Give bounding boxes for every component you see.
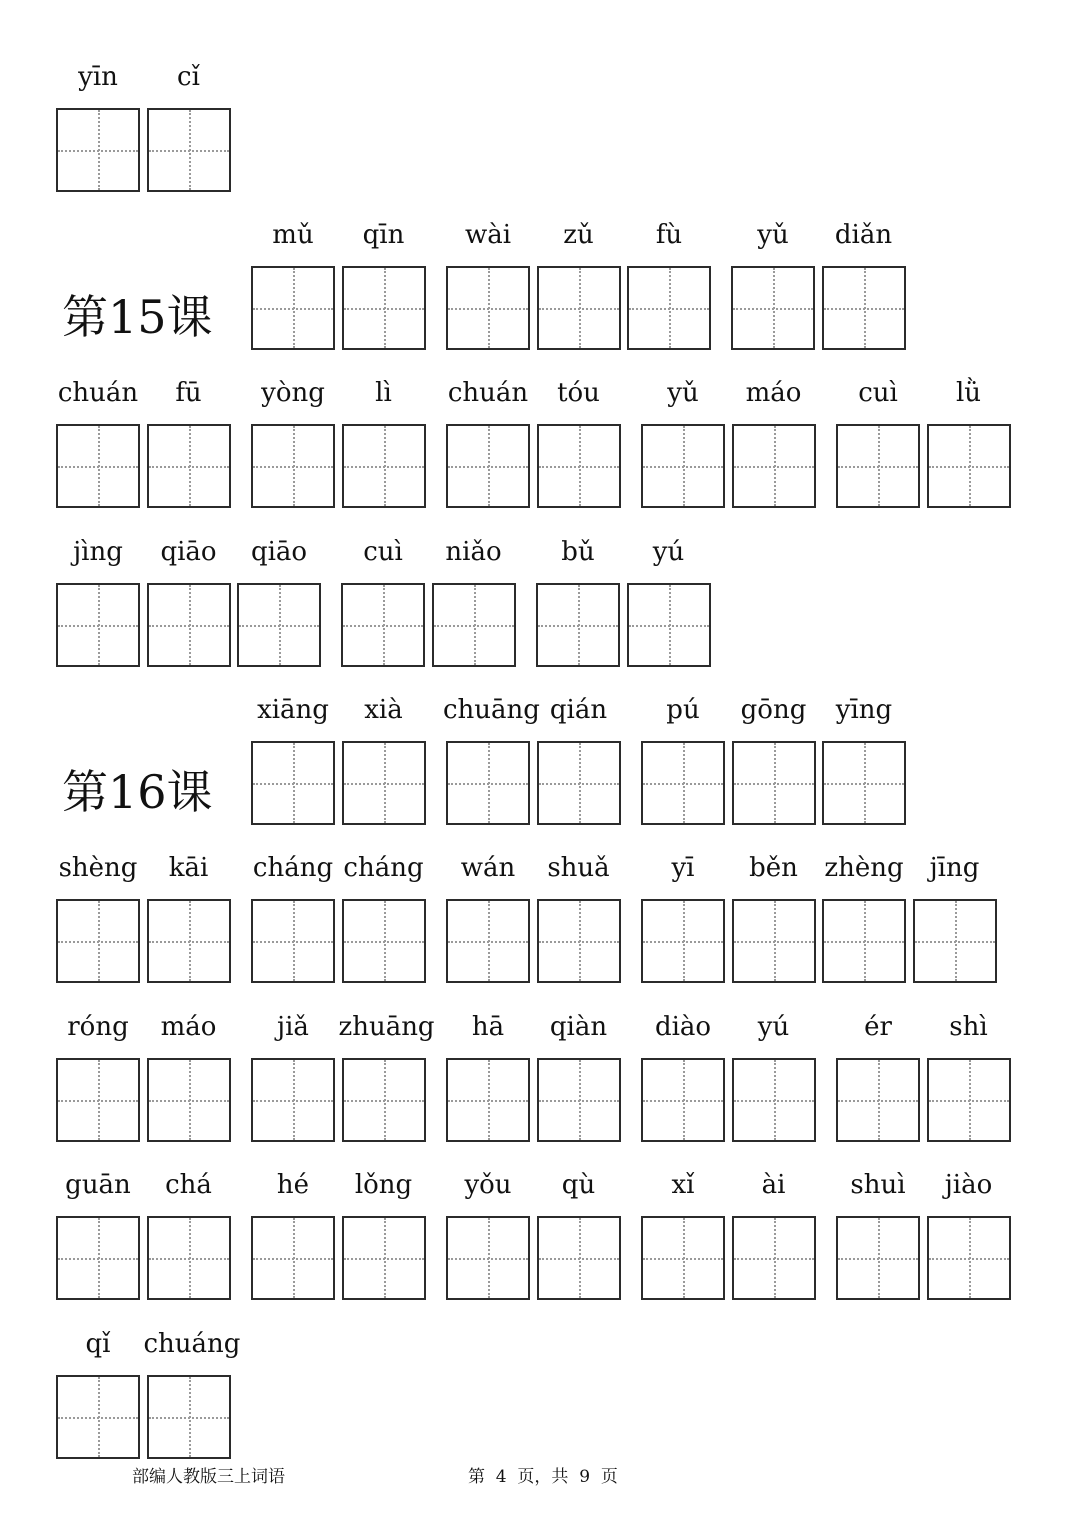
pinyin-label: qīn — [362, 220, 405, 250]
writing-cell[interactable] — [732, 424, 816, 508]
writing-cell[interactable] — [537, 1216, 621, 1300]
pinyin-label: lì — [375, 378, 392, 408]
writing-cell[interactable] — [732, 1058, 816, 1142]
pinyin-label: zǔ — [563, 220, 594, 250]
word-row — [0, 1006, 1080, 1156]
pinyin-label: jìng — [73, 537, 123, 567]
pinyin-label: jiào — [944, 1170, 993, 1200]
pinyin-label: qiàn — [549, 1012, 608, 1042]
writing-cell[interactable] — [732, 899, 816, 983]
pinyin-label: shì — [949, 1012, 988, 1042]
writing-cell[interactable] — [251, 266, 335, 350]
writing-cell[interactable] — [536, 583, 620, 667]
pinyin-label: xiāng — [257, 695, 329, 725]
writing-cell[interactable] — [537, 741, 621, 825]
writing-cell[interactable] — [641, 741, 725, 825]
word-row — [0, 372, 1080, 522]
pinyin-label: shuǎ — [547, 853, 610, 883]
pinyin-label: yú — [757, 1012, 790, 1042]
writing-cell[interactable] — [446, 741, 530, 825]
writing-cell[interactable] — [731, 266, 815, 350]
writing-cell[interactable] — [836, 424, 920, 508]
word-row — [0, 1164, 1080, 1314]
pinyin-label: yī — [671, 853, 695, 883]
word-row — [0, 689, 1080, 839]
footer-book-title: 部编人教版三上词语 — [132, 1467, 285, 1487]
writing-cell[interactable] — [822, 899, 906, 983]
word-row — [0, 847, 1080, 997]
writing-cell[interactable] — [641, 1058, 725, 1142]
pinyin-label: guān — [65, 1170, 131, 1200]
writing-cell[interactable] — [732, 1216, 816, 1300]
writing-cell[interactable] — [641, 1216, 725, 1300]
pinyin-label: cuì — [858, 378, 898, 408]
word-row — [0, 1323, 1080, 1473]
pinyin-label: qián — [549, 695, 608, 725]
pinyin-label: shèng — [58, 853, 138, 883]
pinyin-label: cǐ — [177, 62, 200, 92]
writing-cell[interactable] — [537, 899, 621, 983]
pinyin-label: yǔ — [667, 378, 699, 408]
writing-cell[interactable] — [56, 1375, 140, 1459]
writing-cell[interactable] — [251, 1216, 335, 1300]
pinyin-label: máo — [745, 378, 802, 408]
pinyin-label: zhuāng — [338, 1012, 435, 1042]
pinyin-label: fù — [655, 220, 683, 250]
writing-cell[interactable] — [251, 424, 335, 508]
writing-cell[interactable] — [446, 266, 530, 350]
pinyin-label: jiǎ — [277, 1012, 309, 1042]
writing-cell[interactable] — [342, 899, 426, 983]
writing-cell[interactable] — [627, 266, 711, 350]
lesson-title: 第16课 — [62, 765, 213, 819]
writing-cell[interactable] — [56, 1058, 140, 1142]
writing-cell[interactable] — [147, 1058, 231, 1142]
writing-cell[interactable] — [836, 1058, 920, 1142]
pinyin-label: chá — [165, 1170, 212, 1200]
pinyin-label: diào — [654, 1012, 712, 1042]
pinyin-label: róng — [67, 1012, 129, 1042]
writing-cell[interactable] — [446, 899, 530, 983]
writing-cell[interactable] — [251, 741, 335, 825]
pinyin-label: yòng — [261, 378, 325, 408]
pinyin-label: pú — [666, 695, 700, 725]
pinyin-label: lǒng — [354, 1170, 413, 1200]
writing-cell[interactable] — [147, 1216, 231, 1300]
pinyin-label: xià — [364, 695, 403, 725]
pinyin-label: wán — [460, 853, 516, 883]
pinyin-label: fū — [175, 378, 202, 408]
word-row — [0, 531, 1080, 681]
pinyin-label: qǐ — [85, 1329, 111, 1359]
pinyin-label: cuì — [363, 537, 403, 567]
pinyin-label: bǔ — [561, 537, 595, 567]
writing-cell[interactable] — [537, 266, 621, 350]
lesson-title: 第15课 — [62, 290, 213, 344]
pinyin-label: qù — [561, 1170, 596, 1200]
writing-cell[interactable] — [927, 424, 1011, 508]
writing-cell[interactable] — [56, 424, 140, 508]
pinyin-label: zhèng — [824, 853, 904, 883]
writing-cell[interactable] — [627, 583, 711, 667]
pinyin-label: yǒu — [464, 1170, 512, 1200]
writing-cell[interactable] — [56, 1216, 140, 1300]
writing-cell[interactable] — [641, 899, 725, 983]
writing-cell[interactable] — [432, 583, 516, 667]
pinyin-label: shuì — [850, 1170, 906, 1200]
writing-cell[interactable] — [147, 424, 231, 508]
writing-cell[interactable] — [342, 1058, 426, 1142]
word-row — [0, 214, 1080, 364]
writing-cell[interactable] — [342, 1216, 426, 1300]
pinyin-label: yīng — [835, 695, 893, 725]
writing-cell[interactable] — [147, 899, 231, 983]
pinyin-label: mǔ — [272, 220, 314, 250]
pinyin-label: lǜ — [955, 378, 982, 408]
pinyin-label: yīn — [78, 62, 118, 92]
writing-cell[interactable] — [342, 424, 426, 508]
pinyin-label: yǔ — [757, 220, 789, 250]
pinyin-label: hā — [471, 1012, 505, 1042]
pinyin-label: cháng — [343, 853, 424, 883]
pinyin-label: cháng — [252, 853, 334, 883]
writing-cell[interactable] — [822, 266, 906, 350]
pinyin-label: qiāo — [250, 537, 308, 567]
writing-cell[interactable] — [913, 899, 997, 983]
writing-cell[interactable] — [251, 899, 335, 983]
pinyin-label: chuán — [447, 378, 529, 408]
pinyin-label: qiāo — [160, 537, 217, 567]
writing-cell[interactable] — [927, 1058, 1011, 1142]
pinyin-label: máo — [160, 1012, 217, 1042]
writing-cell[interactable] — [147, 108, 231, 192]
writing-cell[interactable] — [342, 741, 426, 825]
pinyin-label: tóu — [557, 378, 600, 408]
writing-cell[interactable] — [56, 108, 140, 192]
pinyin-label: diǎn — [834, 220, 893, 250]
writing-cell[interactable] — [927, 1216, 1011, 1300]
pinyin-label: chuáng — [143, 1329, 241, 1359]
writing-cell[interactable] — [341, 583, 425, 667]
pinyin-label: yú — [652, 537, 685, 567]
writing-cell[interactable] — [836, 1216, 920, 1300]
writing-cell[interactable] — [56, 583, 140, 667]
writing-cell[interactable] — [147, 1375, 231, 1459]
writing-cell[interactable] — [537, 424, 621, 508]
writing-cell[interactable] — [446, 424, 530, 508]
writing-cell[interactable] — [56, 899, 140, 983]
pinyin-label: chuán — [57, 378, 139, 408]
footer-page-number: 第 4 页，共 9 页 — [468, 1467, 618, 1487]
writing-cell[interactable] — [237, 583, 321, 667]
writing-cell[interactable] — [537, 1058, 621, 1142]
word-row — [0, 56, 1080, 206]
pinyin-label: niǎo — [445, 537, 502, 567]
page-footer — [0, 1462, 1080, 1488]
writing-cell[interactable] — [147, 583, 231, 667]
pinyin-label: chuāng — [443, 695, 540, 725]
writing-cell[interactable] — [822, 741, 906, 825]
pinyin-label: wài — [464, 220, 512, 250]
pinyin-label: gōng — [740, 695, 807, 725]
pinyin-label: xǐ — [671, 1170, 695, 1200]
writing-cell[interactable] — [446, 1058, 530, 1142]
pinyin-label: ài — [761, 1170, 786, 1200]
pinyin-label: jīng — [929, 853, 980, 883]
writing-cell[interactable] — [251, 1058, 335, 1142]
writing-cell[interactable] — [446, 1216, 530, 1300]
writing-cell[interactable] — [641, 424, 725, 508]
pinyin-label: kāi — [168, 853, 209, 883]
writing-cell[interactable] — [732, 741, 816, 825]
pinyin-label: hé — [276, 1170, 310, 1200]
pinyin-label: ér — [864, 1012, 892, 1042]
writing-cell[interactable] — [342, 266, 426, 350]
pinyin-label: běn — [749, 853, 798, 883]
